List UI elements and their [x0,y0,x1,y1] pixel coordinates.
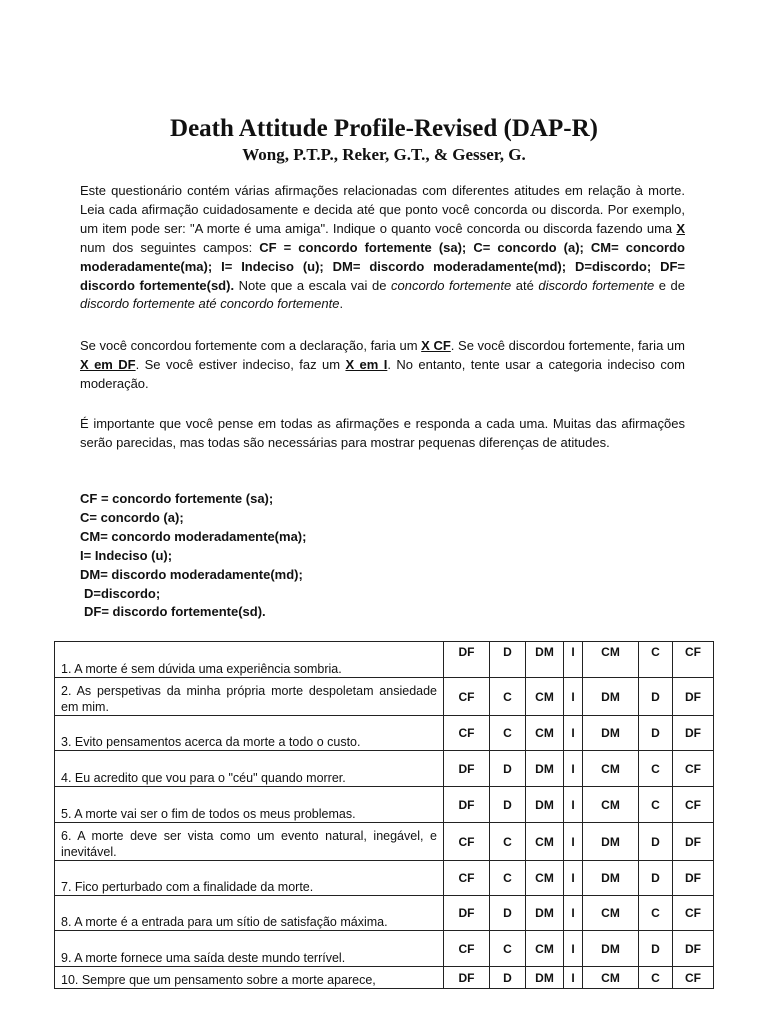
response-option-cell[interactable]: CF [673,751,714,787]
questionnaire-row [55,823,714,861]
response-option-cell[interactable]: DM [526,642,564,678]
response-option-cell[interactable]: I [564,896,583,931]
response-option-cell[interactable]: C [639,896,673,931]
response-option-cell[interactable]: CF [673,787,714,823]
item-statement: 5. A morte vai ser o fim de todos os meus problemas. [55,787,444,823]
questionnaire-row [55,931,714,967]
scale-key-list [80,490,306,622]
scale-definition: CF = concordo fortemente (sa); C= concordo (a); CM= concordo moderadamente(ma); I= Indeciso (u); DM= discordo moderadamente(md); D=discordo; DF= discordo fortemente(sd). [80,239,685,293]
intro-paragraph-2: Se você concordou fortemente com a declaração, faria um X CF. Se você discordou fortemente, faria um X em DF. Se você estiver indeciso, faz um X em I. No entanto, tente usar a categoria indeciso com moderação. [80,338,685,391]
response-option-cell[interactable]: DF [673,931,714,967]
item-statement: 2. As perspetivas da minha própria morte despoletam ansiedade em mim. [55,678,444,716]
response-option-cell[interactable]: DF [673,678,714,716]
response-option-cell[interactable]: C [639,642,673,678]
response-option-cell[interactable]: D [490,642,526,678]
response-option-cell[interactable]: I [564,751,583,787]
questionnaire-row [55,642,714,678]
response-option-cell[interactable]: I [564,823,583,861]
response-option-cell[interactable]: DM [526,751,564,787]
response-option-cell[interactable]: CM [526,716,564,751]
scale-key: CF = concordo fortemente (sa); [80,491,274,506]
response-option-cell[interactable]: DF [444,642,490,678]
document-authors: Wong, P.T.P., Reker, G.T., & Gesser, G. [242,145,526,164]
questionnaire-row [55,751,714,787]
item-statement: 1. A morte é sem dúvida uma experiência sombria. [55,642,444,678]
intro-paragraph-3: É importante que você pense em todas as afirmações e responda a cada uma. Muitas das afirmações serão parecidas, mas todas são necessárias para mostrar pequenas diferenças de atitudes. [80,416,685,450]
response-option-cell[interactable]: CM [526,861,564,896]
questionnaire-row [55,896,714,931]
response-option-cell[interactable]: C [490,931,526,967]
scale-key: DM= discordo moderadamente(md); [80,566,303,582]
response-option-cell[interactable]: CM [583,967,639,989]
response-option-cell[interactable]: CM [526,678,564,716]
response-option-cell[interactable]: DM [583,678,639,716]
response-option-cell[interactable]: DF [444,896,490,931]
item-statement: 9. A morte fornece uma saída deste mundo terrível. [55,931,444,967]
response-option-cell[interactable]: I [564,931,583,967]
item-statement: 6. A morte deve ser vista como um evento natural, inegável, e inevitável. [55,823,444,861]
questionnaire-row [55,716,714,751]
scale-key: I= Indeciso (u); [80,547,173,563]
questionnaire-row [55,967,714,989]
response-option-cell[interactable]: I [564,716,583,751]
questionnaire-row [55,787,714,823]
questionnaire-table [54,641,714,989]
scale-key: CM= concordo moderadamente(ma); [80,528,307,544]
response-option-cell[interactable]: DF [444,751,490,787]
response-option-cell[interactable]: DM [583,823,639,861]
response-option-cell[interactable]: D [490,751,526,787]
questionnaire-row [55,678,714,716]
response-option-cell[interactable]: DF [673,716,714,751]
response-option-cell[interactable]: CF [444,716,490,751]
response-option-cell[interactable]: DM [526,896,564,931]
response-option-cell[interactable]: DF [673,823,714,861]
item-statement: 4. Eu acredito que vou para o "céu" quando morrer. [55,751,444,787]
response-option-cell[interactable]: C [639,787,673,823]
response-option-cell[interactable]: DF [444,787,490,823]
response-option-cell[interactable]: D [639,678,673,716]
item-statement: 8. A morte é a entrada para um sítio de satisfação máxima. [55,896,444,931]
scale-key: DF= discordo fortemente(sd). [84,604,266,620]
item-statement: 3. Evito pensamentos acerca da morte a todo o custo. [55,716,444,751]
response-option-cell[interactable]: CF [673,642,714,678]
response-option-cell[interactable]: CM [526,823,564,861]
response-option-cell[interactable]: C [490,861,526,896]
response-option-cell[interactable]: CM [526,931,564,967]
response-option-cell[interactable]: CF [444,678,490,716]
response-option-cell[interactable]: CF [444,823,490,861]
response-option-cell[interactable]: DM [526,787,564,823]
response-option-cell[interactable]: C [490,716,526,751]
response-option-cell[interactable]: C [490,823,526,861]
response-option-cell[interactable]: DF [673,861,714,896]
questionnaire-row [55,861,714,896]
response-option-cell[interactable]: I [564,678,583,716]
questionnaire-body [55,642,714,989]
response-option-cell[interactable]: DM [583,716,639,751]
item-statement: 10. Sempre que um pensamento sobre a morte aparece, [55,967,444,989]
response-option-cell[interactable]: CF [673,896,714,931]
response-option-cell[interactable]: DM [583,861,639,896]
response-option-cell[interactable]: CF [444,861,490,896]
response-option-cell[interactable]: DM [583,931,639,967]
response-option-cell[interactable]: CM [583,787,639,823]
response-option-cell[interactable]: D [639,931,673,967]
response-option-cell[interactable]: I [564,787,583,823]
response-option-cell[interactable]: CF [444,931,490,967]
response-option-cell[interactable]: D [639,823,673,861]
scale-key: D=discordo; [84,585,161,601]
scale-key: C= concordo (a); [80,509,184,525]
response-option-cell[interactable]: D [639,716,673,751]
response-option-cell[interactable]: DM [526,967,564,989]
response-option-cell[interactable]: C [639,967,673,989]
response-option-cell[interactable]: I [564,861,583,896]
item-statement: 7. Fico perturbado com a finalidade da morte. [55,861,444,896]
response-option-cell[interactable]: DF [444,967,490,989]
intro-paragraph-1: Este questionário contém várias afirmações relacionadas com diferentes atitudes em relação à morte. Leia cada afirmação cuidadosamente e decida até que ponto você concorda ou discorda. Por exemplo, um item pode ser: "A morte é uma amiga". Indique o quanto você concorda ou discorda fazendo uma X num dos seguintes campos: CF = concordo fortemente (sa); C= concordo (a); CM= concordo moderadamente(ma); I= Indeciso (u); DM= discordo moderadamente(md); D=discordo; DF= discordo fortemente(sd). Note que a escala vai de concordo fortemente até discordo fortemente e de discordo fortemente até concordo fortemente. [80,183,686,312]
response-option-cell[interactable]: CF [673,967,714,989]
document-title: Death Attitude Profile-Revised (DAP-R) [170,115,598,142]
response-option-cell[interactable]: D [490,896,526,931]
response-option-cell[interactable]: I [564,642,583,678]
response-option-cell[interactable]: I [564,967,583,989]
response-option-cell[interactable]: CM [583,751,639,787]
response-option-cell[interactable]: C [639,751,673,787]
response-option-cell[interactable]: C [490,678,526,716]
response-option-cell[interactable]: D [490,967,526,989]
response-option-cell[interactable]: D [639,861,673,896]
response-option-cell[interactable]: CM [583,896,639,931]
response-option-cell[interactable]: D [490,787,526,823]
response-option-cell[interactable]: CM [583,642,639,678]
